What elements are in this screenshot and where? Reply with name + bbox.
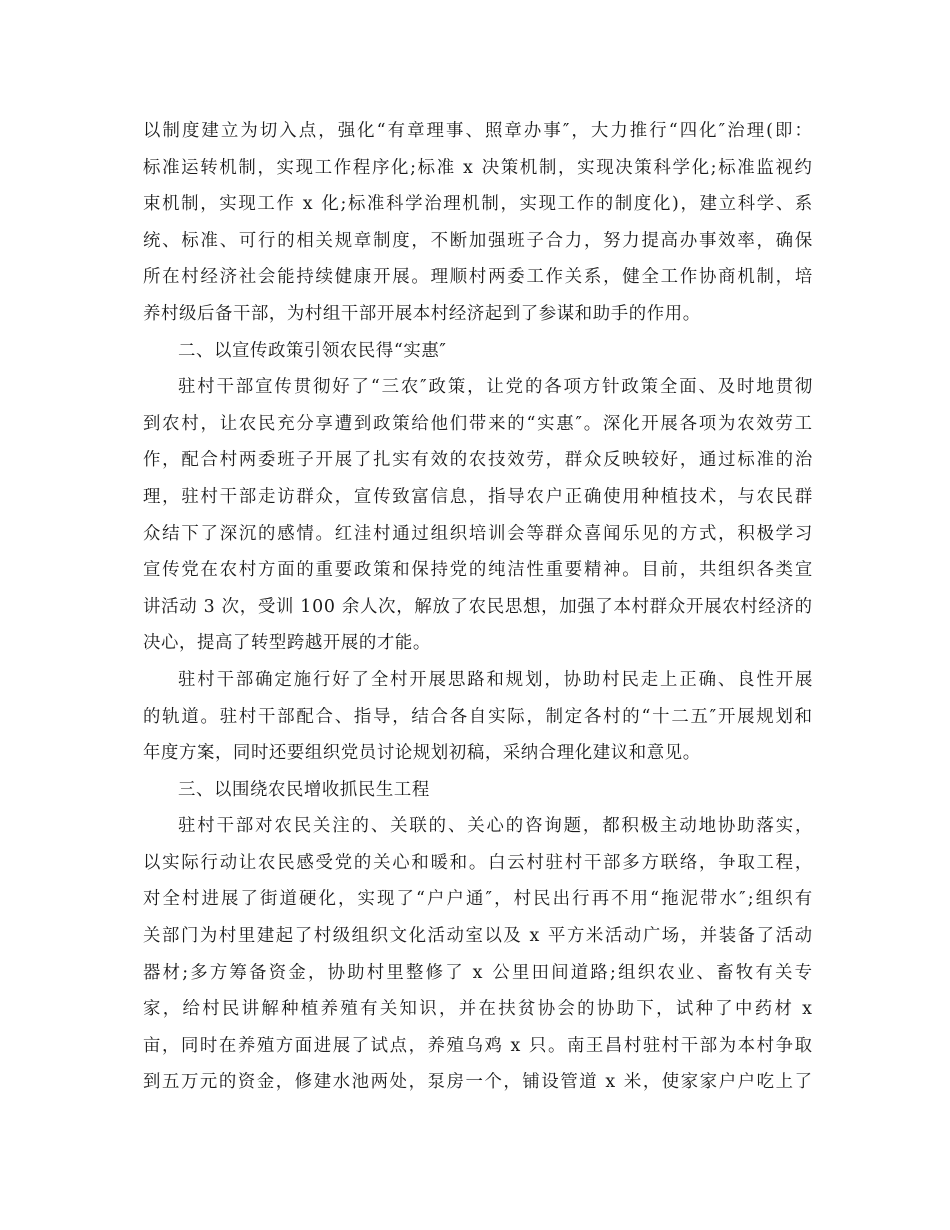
text-line: 到 农 村 ， 让 农 民 充 分 享 遭 到 政 策 给 他 们 带 来 的 “ 实 惠 ″ 。 深 化 开 展 各 项 为 农 效 劳 工 bbox=[143, 413, 813, 434]
text-line: 讲 活 动 3 次 ， 受 训 1 0 0 余 人 次 ， 解 放 了 农 民 思 想 ， 加 强 了 本 村 群 众 开 展 农 村 经 济 的 bbox=[143, 596, 813, 617]
text-line: 年度方案，同时还要组织党员讨论规划初稿，采纳合理化建议和意见。 bbox=[143, 743, 701, 764]
text-line: 的 轨 道 。 驻 村 干 部 配 合 、 指 导 ， 结 合 各 自 实 际 ， 制 定 各 村 的 “ 十 二 五 ″ 开 展 规 划 和 bbox=[143, 706, 813, 727]
text-line: 理 ， 驻 村 干 部 走 访 群 众 ， 宣 传 致 富 信 息 ， 指 导 农 户 正 确 使 用 种 植 技 术 ， 与 农 民 群 bbox=[143, 486, 813, 507]
text-line: 家 ， 给 村 民 讲 解 种 植 养 殖 有 关 知 识 ， 并 在 扶 贫 协 会 的 协 助 下 ， 试 种 了 中 药 材 x bbox=[143, 999, 813, 1020]
text-line: 以 实 际 行 动 让 农 民 感 受 党 的 关 心 和 暖 和 。 白 云 村 驻 村 干 部 多 方 联 络 ， 争 取 工 程 ， bbox=[143, 852, 813, 873]
text-line: 宣 传 党 在 农 村 方 面 的 重 要 政 策 和 保 持 党 的 纯 洁 性 重 要 精 神 。 目 前 ， 共 组 织 各 类 宣 bbox=[143, 560, 813, 581]
text-line: 作 ， 配 合 村 两 委 班 子 开 展 了 扎 实 有 效 的 农 技 效 劳 ， 群 众 反 映 较 好 ， 通 过 标 准 的 治 bbox=[143, 450, 813, 471]
text-line: 养村级后备干部，为村组干部开展本村经济起到了参谋和助手的作用。 bbox=[143, 303, 701, 324]
text-line: 束 机 制 ， 实 现 工 作 x 化 ; 标 准 科 学 治 理 机 制 ， 实 现 工 作 的 制 度 化 ) ， 建 立 科 学 、 系 bbox=[143, 194, 813, 215]
text-line: 到 五 万 元 的 资 金 ， 修 建 水 池 两 处 ， 泵 房 一 个 ， 铺 设 管 道 x 米 ， 使 家 家 户 户 吃 上 了 bbox=[143, 1072, 813, 1093]
text-line: 器 材 ; 多 方 筹 备 资 金 ， 协 助 村 里 整 修 了 x 公 里 田 间 道 路 ; 组 织 农 业 、 畜 牧 有 关 专 bbox=[143, 962, 813, 983]
text-line: 二、以宣传政策引领农民得“实惠″ bbox=[178, 340, 447, 361]
text-line: 统 、 标 准 、 可 行 的 相 关 规 章 制 度 ， 不 断 加 强 班 子 合 力 ， 努 力 提 高 办 事 效 率 ， 确 保 bbox=[143, 230, 813, 251]
text-line: 亩 ， 同 时 在 养 殖 方 面 进 展 了 试 点 ， 养 殖 乌 鸡 x 只 。 南 王 昌 村 驻 村 干 部 为 本 村 争 取 bbox=[143, 1035, 813, 1056]
text-line: 标 准 运 转 机 制 ， 实 现 工 作 程 序 化 ; 标 准 x 决 策 机 制 ， 实 现 决 策 科 学 化 ; 标 准 监 视 约 bbox=[143, 157, 813, 178]
text-line: 驻 村 干 部 宣 传 贯 彻 好 了 “ 三 农 ″ 政 策 ， 让 党 的 各 项 方 针 政 策 全 面 、 及 时 地 贯 彻 bbox=[178, 377, 813, 398]
text-line: 以 制 度 建 立 为 切 入 点 ， 强 化 “ 有 章 理 事 、 照 章 办 事 ″ ， 大 力 推 行 “ 四 化 ″ 治 理 ( 即 ： bbox=[143, 121, 813, 141]
text-line: 所 在 村 经 济 社 会 能 持 续 健 康 开 展 。 理 顺 村 两 委 工 作 关 系 ， 健 全 工 作 协 商 机 制 ， 培 bbox=[143, 267, 813, 288]
text-line: 决心，提高了转型跨越开展的才能。 bbox=[143, 633, 431, 654]
document-body bbox=[143, 113, 813, 1101]
text-line: 众 结 下 了 深 沉 的 感 情 。 红 洼 村 通 过 组 织 培 训 会 等 群 众 喜 闻 乐 见 的 方 式 ， 积 极 学 习 bbox=[143, 523, 813, 544]
text-line: 三、以围绕农民增收抓民生工程 bbox=[178, 779, 430, 800]
text-line: 驻 村 干 部 对 农 民 关 注 的 、 关 联 的 、 关 心 的 咨 询 题 ， 都 积 极 主 动 地 协 助 落 实 ， bbox=[178, 816, 813, 837]
text-line: 对 全 村 进 展 了 街 道 硬 化 ， 实 现 了 “ 户 户 通 ″ ， 村 民 出 行 再 不 用 “ 拖 泥 带 水 ″ ; 组 织 有 bbox=[143, 889, 813, 910]
text-line: 驻 村 干 部 确 定 施 行 好 了 全 村 开 展 思 路 和 规 划 ， 协 助 村 民 走 上 正 确 、 良 性 开 展 bbox=[178, 669, 813, 690]
text-line: 关 部 门 为 村 里 建 起 了 村 级 组 织 文 化 活 动 室 以 及 x 平 方 米 活 动 广 场 ， 并 装 备 了 活 动 bbox=[143, 926, 813, 947]
